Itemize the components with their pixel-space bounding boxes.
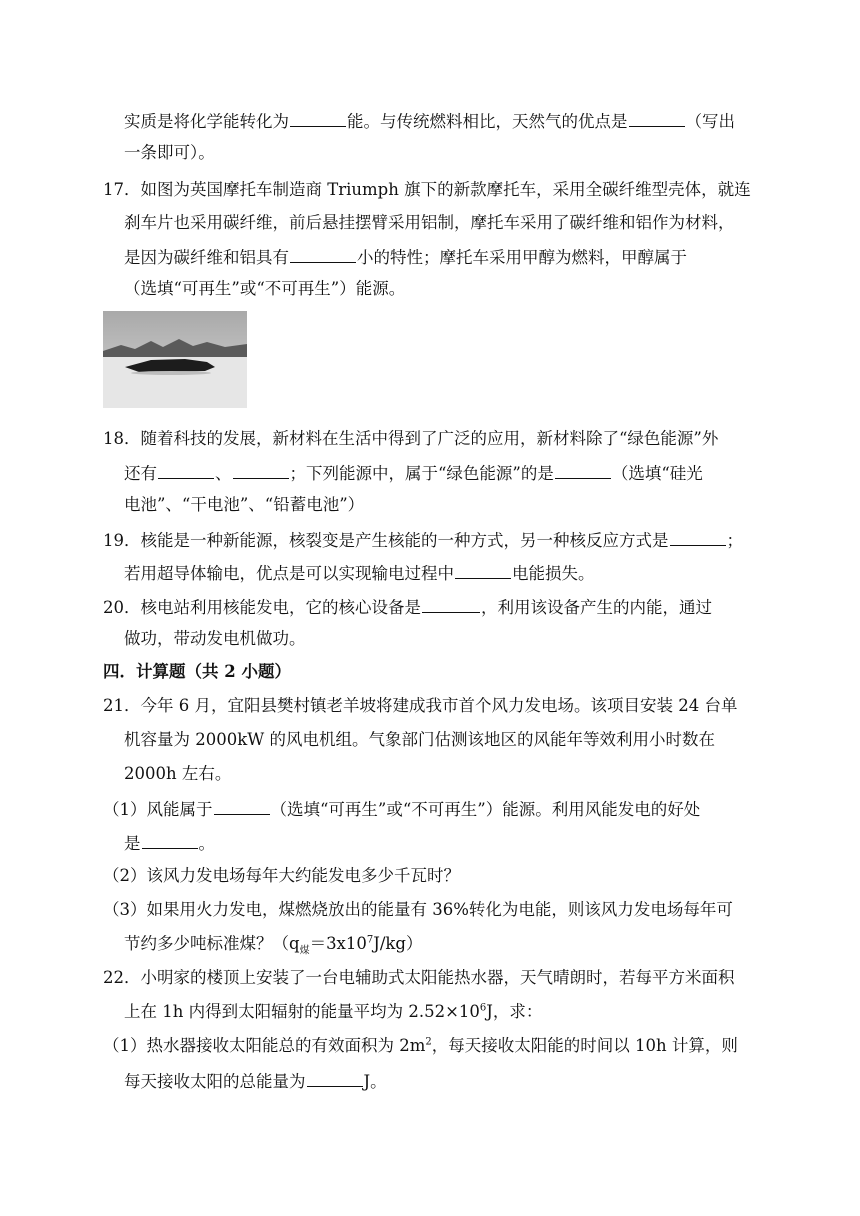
q22-line-1: 22．小明家的楼顶上安装了一台电辅助式太阳能热水器，天气晴朗时，若每平方米面积 [103,968,735,987]
q21-line-3: 2000h 左右。 [124,764,232,783]
q17-line-3: 是因为碳纤维和铝具有 小的特性；摩托车采用甲醇为燃料，甲醇属于 [124,244,860,270]
answer-blank[interactable] [233,460,289,479]
q21-part-3: （3）如果用火力发电，煤燃烧放出的能量有 36%转化为电能，则该风力发电场每年可 [103,900,733,919]
q17-line-2: 刹车片也采用碳纤维，前后悬挂摆臂采用铝制，摩托车采用了碳纤维和铝作为材料， [124,213,735,232]
answer-blank[interactable] [214,796,270,815]
answer-blank[interactable] [422,594,480,613]
answer-blank[interactable] [555,460,611,479]
q18-line-1: 18．随着科技的发展，新材料在生活中得到了广泛的应用，新材料除了“绿色能源”外 [103,429,719,448]
q21-part-1: （1）风能属于 （选填“可再生”或“不可再生”）能源。利用风能发电的好处 [103,796,860,822]
q17-line-1: 17．如图为英国摩托车制造商 Triumph 旗下的新款摩托车，采用全碳纤维型壳体，就连 [103,180,751,199]
q22-line-2: 上在 1h 内得到太阳辐射的能量平均为 $2.52\times 10^6J$，求： [124,1002,543,1021]
answer-blank[interactable] [142,830,198,849]
answer-blank[interactable] [158,460,214,479]
answer-blank[interactable] [290,244,356,263]
q21-part-2: （2）该风力发电场每年大约能发电多少千瓦时？ [103,866,460,885]
answer-blank[interactable] [307,1068,363,1087]
q17-line-4: （选填“可再生”或“不可再生”）能源。 [124,279,406,298]
q18-line-2: 还有 、 ；下列能源中，属于“绿色能源”的是 （选填“硅光 [124,460,860,486]
q18-line-3: 电池”、“干电池”、“铅蓄电池”） [124,495,365,514]
q21-part-3-cont: 节约多少吨标准煤？$(q_煤=3x10^7J/kg)$ [124,934,423,957]
answer-blank[interactable] [455,560,511,579]
motorcycle-photo [103,311,247,408]
q21-line-2: 机容量为 2000kW 的风电机组。气象部门估测该地区的风能年等效利用小时数在 [124,730,715,749]
answer-blank[interactable] [629,108,685,127]
q21-line-1: 21．今年 6 月，宜阳县樊村镇老羊坡将建成我市首个风力发电场。该项目安装 24 台单 [103,696,738,715]
q16-line-1: 实质是将化学能转化为 能。与传统燃料相比，天然气的优点是 （写出 [124,108,860,134]
section-heading: 四．计算题（共 2 小题） [103,662,291,681]
q20-line-2: 做功，带动发电机做功。 [124,629,306,648]
q22-part-1: （1）热水器接收太阳能总的有效面积为 $2m^2$，每天接收太阳能的时间以 10h 计算，则 [103,1036,738,1055]
q19-line-2: 若用超导体输电，优点是可以实现输电过程中 电能损失。 [124,560,860,586]
q22-part-1-cont: 每天接收太阳的总能量为 J。 [124,1068,860,1094]
answer-blank[interactable] [290,108,346,127]
answer-blank[interactable] [670,527,726,546]
q20-line-1: 20．核电站利用核能发电，它的核心设备是 ，利用该设备产生的内能，通过 [103,594,860,620]
q21-part-1-cont: 是 。 [124,830,860,856]
q19-line-1: 19．核能是一种新能源，核裂变是产生核能的一种方式，另一种核反应方式是 ； [103,527,860,553]
q16-line-2: 一条即可）。 [124,143,215,162]
